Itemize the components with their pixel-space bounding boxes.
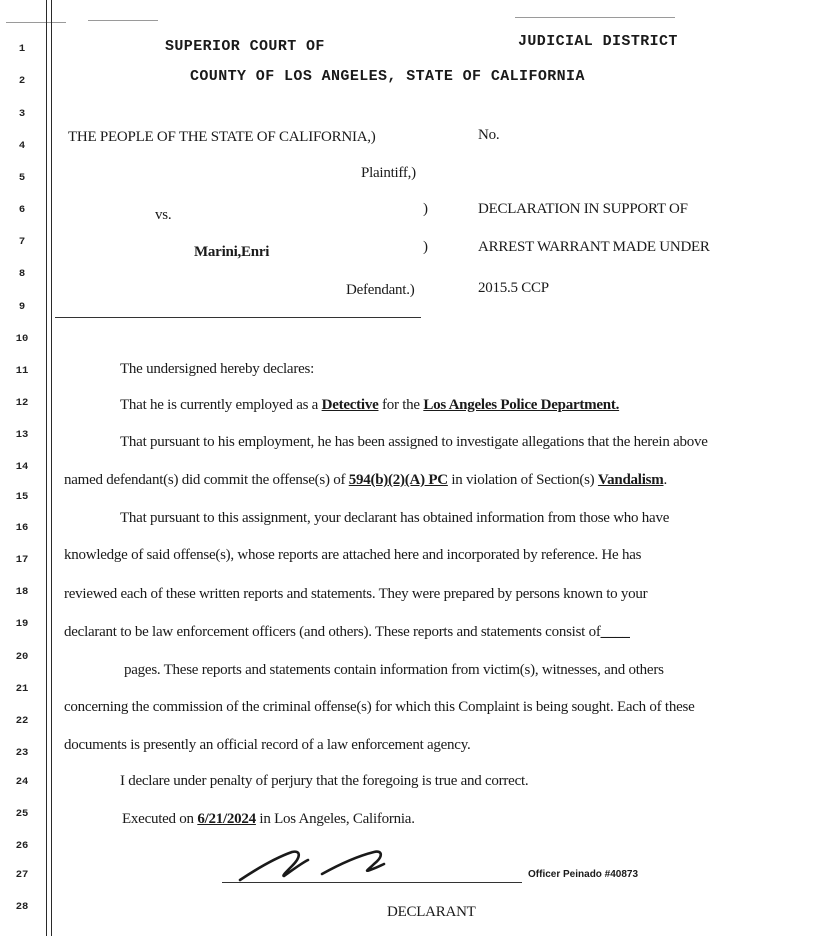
county-state-heading: COUNTY OF LOS ANGELES, STATE OF CALIFORNIA [190, 68, 585, 85]
line-number: 24 [15, 776, 29, 788]
declarant-label: DECLARANT [387, 904, 476, 920]
document-title-line-1: DECLARATION IN SUPPORT OF [478, 201, 688, 217]
line-number: 14 [15, 461, 29, 473]
line-number: 12 [15, 397, 29, 409]
information-line-4 [64, 624, 630, 641]
offense-name: Vandalism [597, 472, 664, 488]
line-number: 9 [18, 301, 26, 313]
left-margin-line [51, 0, 52, 936]
line-number: 7 [18, 236, 26, 248]
line-number: 23 [15, 747, 29, 759]
employment-text: That he is currently employed as a [120, 397, 322, 413]
line-number: 19 [15, 618, 29, 630]
employment-statement [120, 397, 619, 414]
document-title-line-2: ARREST WARRANT MADE UNDER [478, 239, 710, 255]
assignment-text: . [663, 472, 667, 488]
scan-speck [515, 17, 675, 18]
assignment-line-2 [64, 472, 667, 489]
line-number: 4 [18, 140, 26, 152]
line-number: 27 [15, 869, 29, 881]
line-number: 28 [15, 901, 29, 913]
line-number: 17 [15, 554, 29, 566]
signature-line [222, 882, 522, 883]
line-number: 20 [15, 651, 29, 663]
information-line-3: reviewed each of these written reports and statements. They were prepared by persons known to your [64, 586, 648, 602]
assignment-text: named defendant(s) did commit the offense(s) of [64, 472, 349, 488]
line-number: 5 [18, 172, 26, 184]
line-number: 21 [15, 683, 29, 695]
declares-intro: The undersigned hereby declares: [120, 361, 314, 377]
employment-text: for the [378, 397, 424, 413]
agency-name: Los Angeles Police Department. [423, 397, 620, 413]
scan-speck [88, 20, 158, 21]
line-number: 10 [15, 333, 29, 345]
officer-rank: Detective [321, 397, 379, 413]
plaintiff-label: Plaintiff,) [361, 165, 416, 181]
information-line-5: pages. These reports and statements contain information from victim(s), witnesses, and others [124, 662, 664, 678]
information-line-2: knowledge of said offense(s), whose reports are attached here and incorporated by reference. He has [64, 547, 642, 563]
line-number: 22 [15, 715, 29, 727]
signer-name: Officer Peinado #40873 [528, 869, 639, 880]
line-number: 25 [15, 808, 29, 820]
line-number: 26 [15, 840, 29, 852]
versus-label: vs. [155, 207, 172, 223]
caption-paren: ) [423, 239, 428, 255]
page-count-blank: ____ [600, 624, 630, 640]
information-line-1: That pursuant to this assignment, your declarant has obtained information from those who have [120, 510, 670, 526]
case-number-label: No. [478, 127, 500, 143]
defendant-label: Defendant.) [346, 282, 415, 298]
execution-text: Executed on [122, 811, 198, 827]
court-name: SUPERIOR COURT OF [165, 38, 325, 55]
execution-text: in Los Angeles, California. [255, 811, 415, 827]
perjury-statement: I declare under penalty of perjury that the foregoing is true and correct. [120, 773, 529, 789]
execution-date: 6/21/2024 [197, 811, 256, 827]
judicial-district: JUDICIAL DISTRICT [518, 33, 678, 50]
caption-divider [55, 317, 421, 318]
caption-paren: ) [423, 201, 428, 217]
line-number: 16 [15, 522, 29, 534]
line-number: 18 [15, 586, 29, 598]
plaintiff-name: THE PEOPLE OF THE STATE OF CALIFORNIA,) [68, 129, 376, 145]
assignment-text: in violation of Section(s) [447, 472, 598, 488]
line-number: 8 [18, 268, 26, 280]
defendant-name: Marini,Enri [194, 244, 270, 260]
information-line-6: concerning the commission of the criminal offense(s) for which this Complaint is being sought. Each of these [64, 699, 695, 715]
line-number: 1 [18, 43, 26, 55]
line-number: 3 [18, 108, 26, 120]
document-title-line-3: 2015.5 CCP [478, 280, 549, 296]
information-line-7: documents is presently an official record of a law enforcement agency. [64, 737, 471, 753]
line-number: 6 [18, 204, 26, 216]
offense-code: 594(b)(2)(A) PC [348, 472, 448, 488]
scan-speck [6, 22, 66, 23]
assignment-line-1: That pursuant to his employment, he has been assigned to investigate allegations that the herein above [120, 434, 708, 450]
line-number: 15 [15, 491, 29, 503]
information-text: declarant to be law enforcement officers (and others). These reports and statements consist of [64, 624, 601, 640]
left-margin-line [46, 0, 47, 936]
line-number: 2 [18, 75, 26, 87]
line-number: 11 [15, 365, 29, 377]
line-number: 13 [15, 429, 29, 441]
execution-statement [122, 811, 415, 828]
